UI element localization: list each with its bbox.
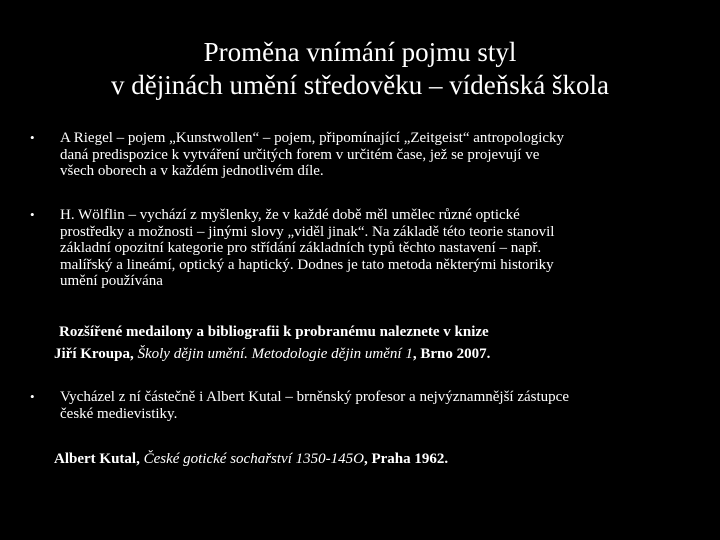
bullet-line: A Riegel – pojem „Kunstwollen“ – pojem, připomínající „Zeitgeist“ antropologicky bbox=[60, 130, 565, 146]
title-line-2: v dějinách umění středověku – vídeňská škola bbox=[111, 70, 609, 100]
reference-separator: , bbox=[136, 451, 144, 467]
bullet-line: české medievistiky. bbox=[60, 405, 178, 422]
bullet-text bbox=[60, 207, 690, 290]
reference-publication: , Praha 1962. bbox=[363, 451, 449, 467]
reference-book-title: České gotické sochařství 1350-145O bbox=[143, 451, 364, 467]
reference-citation bbox=[54, 450, 448, 468]
bullet-line: daná predispozice k vytváření určitých forem v určitém čase, jež se projevují ve bbox=[60, 146, 540, 163]
bullet-text bbox=[60, 130, 690, 180]
bullet-line: umění používána bbox=[60, 273, 163, 289]
bullet-line: H. Wölflin – vychází z myšlenky, že v každé době měl umělec různé optické bbox=[60, 207, 520, 223]
title-line-1: Proměna vnímání pojmu styl bbox=[203, 37, 517, 67]
bullet-line: prostředky a možnosti – jinými slovy „viděl jinak“. Na základě této teorie stanovil bbox=[60, 223, 555, 240]
note-book-title: Školy dějin umění. Metodologie dějin umění 1 bbox=[137, 346, 413, 362]
bullet-marker: • bbox=[30, 207, 35, 222]
bullet-wolflin bbox=[30, 207, 690, 290]
bullet-line: Vycházel z ní částečně i Albert Kutal – brněnský profesor a nejvýznamnější zástupce bbox=[60, 389, 569, 405]
note-author: Jiří Kroupa bbox=[54, 346, 130, 362]
note-intro: Rozšířené medailony a bibliografii k probranému naleznete v knize bbox=[59, 324, 489, 340]
slide-title bbox=[60, 36, 660, 102]
bullet-line: všech oborech a v každém jednotlivém díle. bbox=[60, 163, 324, 179]
bullet-marker: • bbox=[30, 130, 35, 145]
bullet-line: základní opozitní kategorie pro střídání základních typů těchto nastavení – např. bbox=[60, 240, 542, 256]
bullet-text bbox=[60, 389, 690, 422]
note-separator: , bbox=[129, 346, 138, 362]
bullet-marker: • bbox=[30, 389, 35, 404]
bullet-line: malířský a lineámí, optický a haptický. Dodnes je tato metoda některými historiky bbox=[60, 256, 554, 273]
reference-author: Albert Kutal bbox=[54, 451, 137, 467]
bullet-riegel bbox=[30, 130, 690, 180]
bullet-kutal bbox=[30, 389, 690, 422]
note-citation bbox=[54, 345, 490, 363]
note-publication: , Brno 2007. bbox=[412, 346, 491, 362]
